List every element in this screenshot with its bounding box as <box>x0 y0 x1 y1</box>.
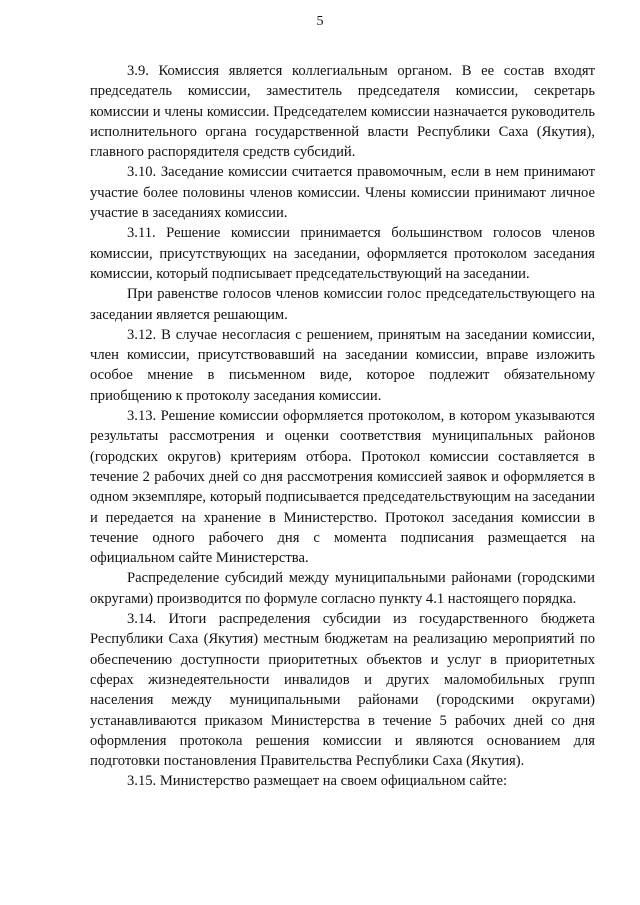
paragraph-3-14: 3.14. Итоги распределения субсидии из государственного бюджета Республики Саха (Якутия) местным бюджетам на реализацию мероприятий по обеспечению доступности приоритетных объектов и услуг в приоритетных сферах жизнедеятельности инвалидов и других маломобильных групп населения между муниципальными районами (городскими округами) устанавливаются приказом Министерства в течение 5 рабочих дней со дня оформления протокола решения комиссии и являются основанием для подготовки постановления Правительства Республики Саха (Якутия). <box>90 611 595 770</box>
paragraph-3-10: 3.10. Заседание комиссии считается правомочным, если в нем принимают участие более половины членов комиссии. Члены комиссии принимают личное участие в заседаниях комиссии. <box>90 164 595 222</box>
paragraph-3-9: 3.9. Комиссия является коллегиальным органом. В ее состав входят председатель комиссии, заместитель председателя комиссии, секретарь комиссии и члены комиссии. Председателем комиссии назначается руководитель исполнительного органа государственной власти Республики Саха (Якутия), главного распорядителя средств субсидий. <box>90 63 595 161</box>
paragraph-3-12: 3.12. В случае несогласия с решением, принятым на заседании комиссии, член комиссии, присутствовавший на заседании комиссии, вправе изложить особое мнение в письменном виде, которое подлежит обязательному приобщению к протоколу заседания комиссии. <box>90 326 595 404</box>
paragraph-3-13: 3.13. Решение комиссии оформляется протоколом, в котором указываются результаты рассмотрения и оценки соответствия муниципальных районов (городских округов) критериям отбора. Протокол комиссии составляется в течение 2 рабочих дней со дня рассмотрения комиссией заявок и оформляется в одном экземпляре, который подписывается председательствующим на заседании и передается на хранение в Министерство. Протокол заседания комиссии в течение одного рабочего дня с момента подписания размещается на официальном сайте Министерства. <box>90 408 595 567</box>
paragraph-3-15: 3.15. Министерство размещает на своем официальном сайте: <box>127 773 508 790</box>
page-number: 5 <box>316 14 324 29</box>
paragraph-3-11-tie-vote: При равенстве голосов членов комиссии голос председательствующего на заседании является решающим. <box>90 286 595 323</box>
document-body <box>90 61 595 792</box>
paragraph-3-13-distribution: Распределение субсидий между муниципальными районами (городскими округами) производится по формуле согласно пункту 4.1 настоящего порядка. <box>90 570 595 607</box>
paragraph-3-11: 3.11. Решение комиссии принимается большинством голосов членов комиссии, присутствующих на заседании, оформляется протоколом заседания комиссии, который подписывает председательствующий на заседании. <box>90 225 595 282</box>
